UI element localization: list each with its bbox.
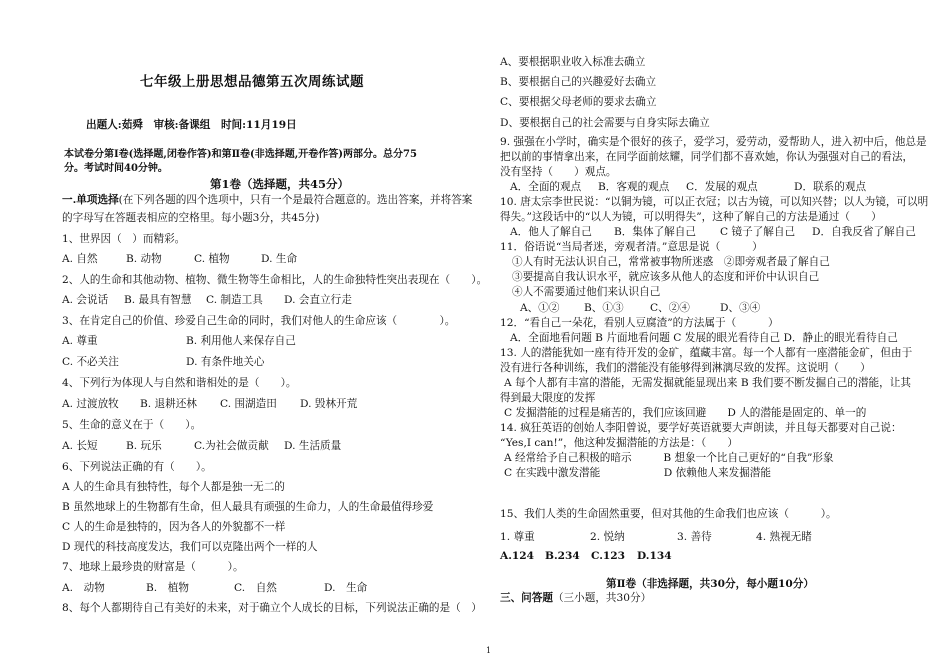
option: C 镜子了解自己 xyxy=(720,226,796,238)
option: A. 过渡放牧 xyxy=(62,398,119,410)
question-6-option-a: A 人的生命具有独特性，每个人都是独一无二的 xyxy=(62,481,285,493)
option: D. 生活质量 xyxy=(284,440,342,452)
option: C. 植物 xyxy=(194,253,230,265)
question-6-option-b: B 虽然地球上的生物都有生命，但人最具有顽强的生命力，人的生命最值得珍爱 xyxy=(62,501,434,513)
section1-instruction xyxy=(62,193,472,207)
option: B、①③ xyxy=(584,302,624,314)
section3-text: （三小题，共30分） xyxy=(552,592,652,604)
question-12-options: A．全面地看问题 B 片面地看问题 C 发展的眼光看待自己 D．静止的眼光看待自己 xyxy=(510,332,898,344)
item: 2. 悦纳 xyxy=(590,531,625,543)
option: C.为社会做贡献 xyxy=(194,440,269,452)
section1-head: 一.单项选择 xyxy=(62,194,119,206)
option: D．自我反省了解自己 xyxy=(812,226,916,238)
option: A．全面的观点 xyxy=(510,181,582,193)
question-6-option-c: C 人的生命是独特的，因为各人的外貌都不一样 xyxy=(62,521,286,533)
question-1: 1、世界因（ ）而精彩。 xyxy=(62,233,186,245)
option: C. 围湖造田 xyxy=(220,398,277,410)
page-number: 1 xyxy=(486,646,492,655)
option: A. 长短 xyxy=(62,440,98,452)
question-7: 7、地球上最珍贵的财富是（ ）。 xyxy=(62,561,244,573)
option: B. 植物 xyxy=(146,582,189,594)
option: B．客观的观点 xyxy=(598,181,670,193)
question-8-option-c: C、要根据父母老师的要求去确立 xyxy=(500,96,657,108)
question-8: 8、每个人都期待自己有美好的未来，对于确立个人成长的目标，下列说法正确的是（ ） xyxy=(62,602,482,614)
question-14-option-ab: A 经常给予自己积极的暗示 B 想象一个比自己更好的“自我”形象 xyxy=(504,452,834,464)
question-13-option-cd: C 发掘潜能的过程是痛苦的，我们应该回避 D 人的潜能是固定的、单一的 xyxy=(504,407,867,419)
option: D、③④ xyxy=(720,302,761,314)
question-10-line-1: 10. 唐太宗李世民说：“以铜为镜，可以正衣冠；以古为镜，可以知兴替；以人为镜，可以明 xyxy=(500,196,929,208)
exam-meta: 出题人:茹舜 审核:备课组 时间:11月19日 xyxy=(86,119,297,131)
question-9-line-2: 把以前的事情拿出来，在同学面前炫耀，同学们都不喜欢她，你认为强强对自己的看法， xyxy=(500,151,914,163)
option: A. 会说话 xyxy=(62,294,109,306)
option: B.234 xyxy=(545,550,580,562)
option: D. 毁林开荒 xyxy=(300,398,358,410)
question-14-option-cd: C 在实践中激发潜能 D 依赖他人来发掘潜能 xyxy=(504,467,771,479)
question-11-item-1: ①人有时无法认识自己，常常被事物所迷惑 ②即旁观者最了解自己 xyxy=(512,256,830,268)
option: D．联系的观点 xyxy=(794,181,867,193)
question-10-line-2: 得失。”这段话中的“以人为镜，可以明得失”，这种了解自己的方法是通过（ ） xyxy=(500,211,882,223)
option: C、②④ xyxy=(650,302,690,314)
question-3-option-a: A. 尊重 xyxy=(62,335,98,347)
question-11-item-3: ④人不需要通过他们来认识自己 xyxy=(512,286,661,298)
question-8-option-b: B、要根据自己的兴趣爱好去确立 xyxy=(500,76,657,88)
intro-line-2: 分。考试时间40分钟。 xyxy=(64,163,168,174)
question-8-option-d: D、要根据自己的社会需要与自身实际去确立 xyxy=(500,117,710,129)
option: B．集体了解自己 xyxy=(614,226,696,238)
question-8-option-a: A、要根据职业收入标准去确立 xyxy=(500,56,646,68)
question-3-option-c: C. 不必关注 xyxy=(62,356,119,368)
question-6: 6、下列说法正确的有（ ）。 xyxy=(62,461,212,473)
option: B. 玩乐 xyxy=(126,440,162,452)
option: D. 生命 xyxy=(324,582,368,594)
option: A. 自然 xyxy=(62,253,98,265)
item: 4. 熟视无睹 xyxy=(756,531,812,543)
question-3-option-d: D. 有条件地关心 xyxy=(186,356,265,368)
option: D.134 xyxy=(637,550,672,562)
option: A. 动物 xyxy=(62,582,105,594)
option: C.123 xyxy=(591,550,626,562)
option: D. 会直立行走 xyxy=(284,294,352,306)
part1-title: 第1卷（选择题，共45分） xyxy=(210,177,350,191)
question-3-option-b: B. 利用他人来保存自己 xyxy=(186,335,296,347)
option: C．发展的观点 xyxy=(686,181,758,193)
section1-text-2: 的字母写在答题表相应的空格里。每小题3分，共45分) xyxy=(62,212,320,224)
option: C. 制造工具 xyxy=(206,294,263,306)
section3-head: 三、问答题 xyxy=(500,592,553,604)
question-2: 2、人的生命和其他动物、植物、微生物等生命相比，人的生命独特性突出表现在（ ）。 xyxy=(62,274,488,286)
exam-title: 七年级上册思想品德第五次周练试题 xyxy=(140,74,364,90)
item: 3. 善待 xyxy=(677,531,712,543)
intro-line-1: 本试卷分第Ⅰ卷(选择题,闭卷作答)和第Ⅱ卷(非选择题,开卷作答)两部分。总分75 xyxy=(64,149,417,160)
question-14-line-1: 14. 疯狂英语的创始人李阳曾说，要学好英语就要大声朗读，并且每天都要对自己说： xyxy=(500,422,902,434)
option: D. 生命 xyxy=(261,253,298,265)
question-4: 4、下列行为体现人与自然和谐相处的是（ ）。 xyxy=(62,377,297,389)
option: B. 动物 xyxy=(126,253,162,265)
option: C. 自然 xyxy=(234,582,277,594)
section3-heading xyxy=(500,591,651,605)
question-13-option-ab: A 每个人都有丰富的潜能，无需发掘就能显现出来 B 我们要不断发掘自己的潜能，让其 xyxy=(504,377,911,389)
question-13-line-2: 没有进行各种训练，我们的潜能没有能够得到淋漓尽致的发挥。这说明（ ） xyxy=(500,362,871,374)
question-6-option-d: D 现代的科技高度发达，我们可以克隆出两个一样的人 xyxy=(62,541,318,553)
question-11: 11．俗语说“当局者迷，旁观者清。”意思是说（ ） xyxy=(500,241,763,253)
option: A．他人了解自己 xyxy=(510,226,592,238)
option: A、①② xyxy=(520,302,560,314)
question-9-line-1: 9. 强强在小学时，确实是个很好的孩子，爱学习，爱劳动，爱帮助人，进入初中后，他总是 xyxy=(500,136,927,148)
option: A.124 xyxy=(500,550,535,562)
option: B. 最具有智慧 xyxy=(124,294,192,306)
option: B. 退耕还林 xyxy=(140,398,197,410)
question-11-item-2: ③要提高自我认识水平，就应该多从他人的态度和评价中认识自己 xyxy=(512,271,820,283)
question-14-line-2: “Yes,I can!”，他这种发掘潜能的方法是：（ ） xyxy=(500,437,738,449)
item: 1. 尊重 xyxy=(500,531,535,543)
question-15: 15、我们人类的生命固然重要，但对其他的生命我们也应该（ ）。 xyxy=(500,508,837,520)
question-5: 5、生命的意义在于（ ）。 xyxy=(62,419,202,431)
question-9-line-3: 没有坚持（ ）观点。 xyxy=(500,166,617,178)
question-3: 3、在肯定自己的价值、珍爱自己生命的同时，我们对他人的生命应该（ ）。 xyxy=(62,315,456,327)
section1-text: (在下列各题的四个选项中，只有一个是最符合题意的。选出答案，并将答案 xyxy=(118,194,473,206)
question-13-line-1: 13. 人的潜能犹如一座有待开发的金矿，蕴藏丰富。每一个人都有一座潜能金矿，但由于 xyxy=(500,347,913,359)
question-13-option-b-cont: 得到最大限度的发挥 xyxy=(500,392,596,404)
part2-title: 第Ⅱ卷（非选择题，共30分，每小题10分） xyxy=(606,578,814,590)
question-12: 12．“看自己一朵花，看别人豆腐渣”的方法属于（ ） xyxy=(500,317,779,329)
